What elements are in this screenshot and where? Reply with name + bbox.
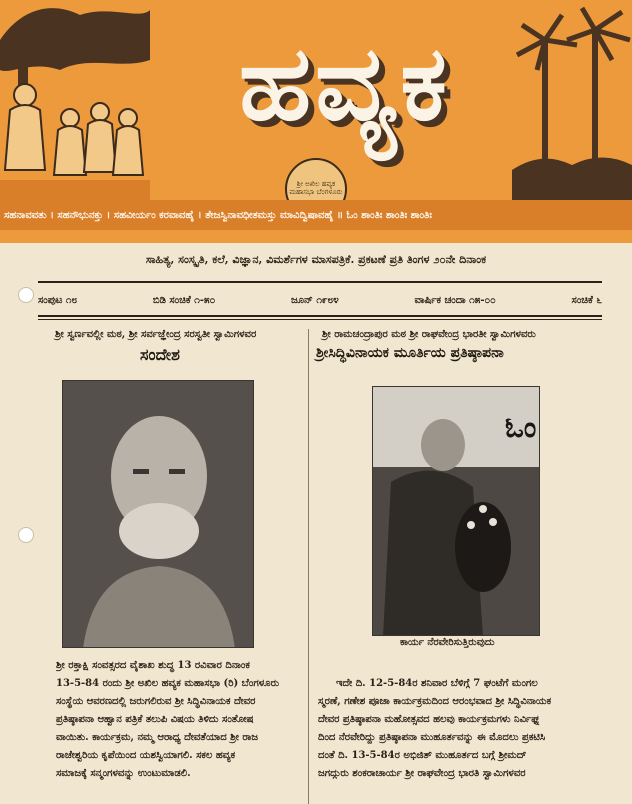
left-body-line: ಸಂಸ್ಥೆಯ ಆವರಣದಲ್ಲಿ ಜರುಗಲಿರುವ ಶ್ರೀ ಸಿದ್ಧಿವಿನಾಯಕ ದೇವರ [56, 696, 256, 707]
right-kicker: ಶ್ರೀ ರಾಮಚಂದ್ರಾಪುರ ಮಠ ಶ್ರೀ ರಾಘವೇಂದ್ರ ಭಾರತೀ ಸ್ವಾಮಿಗಳವರು [322, 329, 536, 340]
issue-date: ಜೂನ್ ೧೯೮೪ [290, 294, 339, 306]
right-article-body [318, 675, 598, 783]
right-headline: ಶ್ರೀಸಿದ್ಧಿವಿನಾಯಕ ಮೂರ್ತಿಯ ಪ್ರತಿಷ್ಠಾಪನಾ [316, 345, 504, 361]
portrait-image [63, 381, 254, 648]
masthead-title: ಹವ್ಯಕ [239, 21, 451, 144]
right-body-line: ಇದೇ ದಿ. 12-5-84ರ ಶನಿವಾರ ಬೆಳಿಗ್ಗೆ 7 ಘಂಟೆಗೆ ಮಂಗಲ [336, 678, 538, 689]
issue-info-row [38, 287, 602, 313]
right-body-line: ದಂತೆ ದಿ. 13-5-84ರ ಅಭಿಜಿತ್ ಮುಹೂರ್ತದ ಬಗ್ಗೆ ಶ್ರೀಮದ್ [318, 750, 527, 761]
palm-trees-illustration [512, 0, 632, 200]
om-symbol: ಓಂ [505, 411, 537, 444]
column-divider [308, 329, 309, 804]
left-body-line: ಶ್ರೀ ರಕ್ತಾಕ್ಷಿ ಸಂವತ್ಸರದ ವೈಶಾಖ ಶುದ್ಧ 13 ರವಿವಾರ ದಿನಾಂಕ [56, 660, 250, 671]
left-headline: ಸಂದೇಶ [140, 345, 180, 364]
punch-hole [18, 287, 34, 303]
subscription-price: ವಾರ್ಷಿಕ ಚಂದಾ ೧೫-೦೦ [414, 294, 496, 306]
ceremony-caption: ಕಾರ್ಯ ನೆರವೇರಿಸುತ್ತಿರುವುದು [400, 637, 495, 648]
right-body-line: ಸ್ಮರಣೆ, ಗಣೇಶ ಪೂಜಾ ಕಾರ್ಯಕ್ರಮದಿಂದ ಆರಂಭವಾದ ಶ್ರೀ ಸಿದ್ಧಿವಿನಾಯಕ [318, 696, 552, 707]
left-body-line: ಪ್ರತಿಷ್ಠಾಪನಾ ಆಹ್ವಾನ ಪತ್ರಿಕೆ ತಲುಪಿ ವಿಷಯ ತಿಳಿದು ಸಂತೋಷ [56, 714, 254, 725]
emblem-text: ಶ್ರೀ ಅಖಿಲ ಹವ್ಯಕ ಮಹಾಸಭಾ ಬೆಂಗಳೂರು [289, 180, 343, 196]
swamiji-portrait-photo [62, 380, 254, 648]
publication-subtitle: ಸಾಹಿತ್ಯ, ಸಂಸ್ಕೃತಿ, ಕಲೆ, ವಿಜ್ಞಾನ, ವಿಮರ್ಶೆಗಳ ಮಾಸಪತ್ರಿಕೆ. ಪ್ರಕಟಣೆ ಪ್ರತಿ ತಿಂಗಳ ೨೦ನೇ ದಿನಾಂಕ [145, 253, 487, 266]
ceremony-image [373, 387, 540, 636]
mid-rule [38, 315, 602, 317]
slogan-band [0, 200, 632, 230]
right-body-line: ದಿಂದ ನೆರವೇರಿದ್ದು ಪ್ರತಿಷ್ಠಾಪನಾ ಮುಹೂರ್ತವನ್ನು ಈ ಮೊದಲು ಪ್ರಕಟಿಸಿ [318, 732, 546, 743]
right-body-line: ಜಗದ್ಗುರು ಶಂಕರಾಚಾರ್ಯ ಶ್ರೀ ರಾಘವೇಂದ್ರ ಭಾರತಿ ಸ್ವಾಮಿಗಳವರ [318, 768, 526, 779]
mid-rule-thin [38, 319, 602, 320]
ceremony-photo [372, 386, 540, 636]
newsletter-page [0, 243, 632, 804]
punch-hole [18, 527, 34, 543]
left-body-line: ಸಮಾಜಕ್ಕೆ ಸನ್ಮಂಗಳವನ್ನು ಉಂಟುಮಾಡಲಿ. [56, 768, 191, 779]
left-body-line: ರಾಜೇಶ್ವರಿಯ ಕೃಪೆಯಿಂದ ಯಶಸ್ವಿಯಾಗಲಿ. ಸಕಲ ಹವ್ಯಕ [56, 750, 236, 761]
right-body-line: ದೇವರ ಪ್ರತಿಷ್ಠಾಪನಾ ಮಹೋತ್ಸವದ ಹಲವು ಕಾರ್ಯಕ್ರಮಗಳು ನಿರ್ವಿಘ್ನ [318, 714, 541, 725]
issue-number: ಸಂಚಿಕೆ ೬ [571, 294, 602, 306]
issue-price: ಬಿಡಿ ಸಂಚಿಕೆ ೧-೫೦ [152, 294, 216, 306]
volume-label: ಸಂಪುಟ ೧೮ [38, 294, 78, 306]
masthead [0, 0, 632, 243]
left-article-body [56, 657, 300, 783]
left-body-line: 13-5-84 ರಂದು ಶ್ರೀ ಅಖಿಲ ಹವ್ಯಕ ಮಹಾಸಭಾ (ರಿ) ಬೆಂಗಳೂರು [56, 678, 280, 689]
sages-illustration [0, 0, 150, 200]
left-body-line: ವಾಯಿತು. ಕಾರ್ಯಕ್ರಮ, ನಮ್ಮ ಆರಾಧ್ಯ ದೇವತೆಯಾದ ಶ್ರೀ ರಾಜ [56, 732, 258, 743]
top-rule [38, 281, 602, 283]
left-kicker: ಶ್ರೀ ಸ್ವರ್ಣವಲ್ಲೀ ಮಠ, ಶ್ರೀ ಸರ್ವಜ್ಞೇಂದ್ರ ಸರಸ್ವತೀ ಸ್ವಾಮಿಗಳವರ [55, 329, 257, 340]
slogan-text: ಸಹನಾವವತು । ಸಹನೌಭುನಕ್ತು । ಸಹವೀರ್ಯಂ ಕರವಾವಹೈ । ತೇಜಸ್ವಿನಾವಧೀತಮಸ್ತು ಮಾವಿದ್ವಿಷಾವಹೈ ॥ ಓಂ ಶಾಂತಿಃ ಶಾಂತಿಃ ಶಾಂತಿಃ [4, 209, 432, 221]
